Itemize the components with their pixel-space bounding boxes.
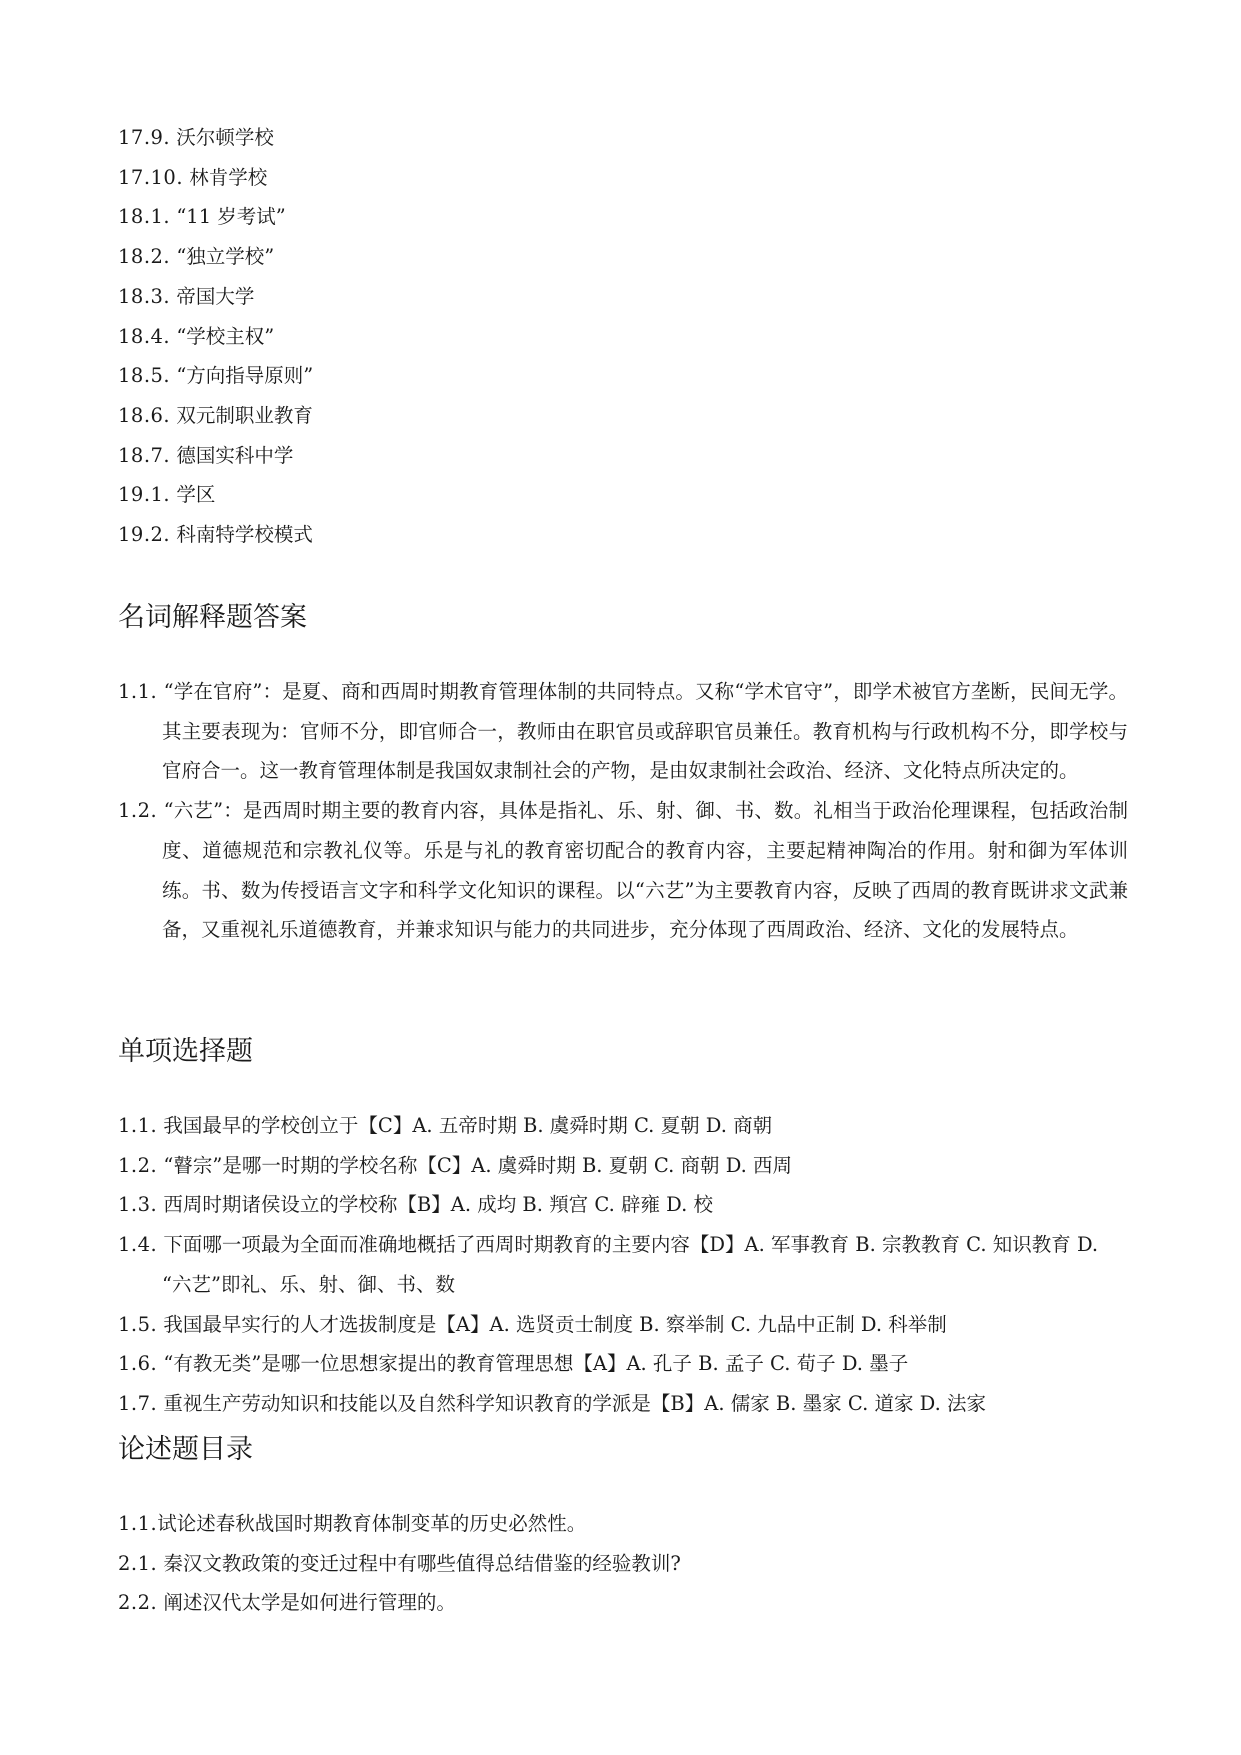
list-item (118, 1146, 1128, 1186)
item-number: 1.2. (118, 799, 158, 823)
list-item (118, 515, 313, 555)
item-number: 18.6. (118, 403, 171, 427)
item-number: 1.7. (118, 1391, 158, 1415)
definition-item (118, 791, 1128, 950)
item-text: “瞽宗”是哪一时期的学校名称【C】A. 虞舜时期 B. 夏朝 C. 商朝 D. 西周 (163, 1153, 793, 1177)
item-text: 科南特学校模式 (176, 523, 313, 547)
item-number: 1.1. (118, 680, 158, 703)
definition-item (118, 672, 1128, 791)
item-number: 18.7. (118, 443, 171, 467)
list-item (118, 237, 313, 277)
item-number: 19.1. (118, 483, 171, 507)
item-text: 沃尔顿学校 (176, 126, 274, 149)
item-text: 重视生产劳动知识和技能以及自然科学知识教育的学派是【B】A. 儒家 B. 墨家 C. 道家 D. 法家 (163, 1391, 987, 1415)
item-number: 18.4. (118, 324, 171, 348)
list-item (118, 436, 313, 476)
item-text: 双元制职业教育 (176, 403, 313, 427)
item-text: 阐述汉代太学是如何进行管理的。 (163, 1591, 456, 1615)
list-item (118, 197, 313, 237)
item-text: “方向指导原则” (176, 364, 314, 388)
item-text: “学在官府”：是夏、商和西周时期教育管理体制的共同特点。又称“学术官守”，即学术被官方垄断，民间无学。其主要表现为：官师不分，即官师合一，教师由在职官员或辞职官员兼任。教育机构与行政机构不分，即学校与官府合一。这一教育管理体制是我国奴隶制社会的产物，是由奴隶制社会政治、经济、文化特点所决定的。 (162, 680, 1128, 783)
item-text: 学区 (176, 483, 216, 507)
list-item (118, 1384, 1128, 1424)
list-item (118, 1504, 681, 1544)
list-item (118, 1583, 681, 1623)
item-number: 19.2. (118, 523, 171, 547)
item-text: “有教无类”是哪一位思想家提出的教育管理思想【A】A. 孔子 B. 孟子 C. 荀子 D. 墨子 (163, 1352, 909, 1376)
list-item (118, 317, 313, 357)
term-list (118, 118, 313, 555)
list-item (118, 1106, 1128, 1146)
list-item (118, 1185, 1128, 1225)
item-number: 1.4. (118, 1233, 158, 1257)
list-item (118, 277, 313, 317)
list-item (118, 1305, 1128, 1345)
item-number: 1.1. (118, 1512, 158, 1535)
list-item (118, 475, 313, 515)
item-number: 2.1. (118, 1551, 158, 1575)
item-text: 帝国大学 (176, 284, 255, 308)
list-item (118, 118, 313, 158)
item-number: 17.10. (118, 165, 184, 189)
item-number: 18.1. (118, 205, 171, 229)
item-number: 1.3. (118, 1193, 158, 1217)
item-text: 德国实科中学 (176, 443, 294, 467)
item-text: 下面哪一项最为全面而准确地概括了西周时期教育的主要内容【D】A. 军事教育 B. 宗教教育 C. 知识教育 D. “六艺”即礼、乐、射、御、书、数 (162, 1233, 1099, 1296)
item-text: 西周时期诸侯设立的学校称【B】A. 成均 B. 頖宫 C. 辟雍 D. 校 (163, 1193, 714, 1217)
item-number: 18.2. (118, 245, 171, 269)
list-item (118, 396, 313, 436)
choice-list (118, 1106, 1128, 1424)
item-number: 2.2. (118, 1591, 158, 1615)
list-item (118, 356, 313, 396)
essay-list (118, 1504, 681, 1623)
item-number: 17.9. (118, 126, 171, 149)
item-number: 1.2. (118, 1153, 158, 1177)
item-text: 秦汉文教政策的变迁过程中有哪些值得总结借鉴的经验教训? (163, 1551, 681, 1575)
section-heading: 论述题目录 (118, 1434, 253, 1465)
item-number: 18.5. (118, 364, 171, 388)
item-text: “独立学校” (176, 245, 275, 269)
item-text: “六艺”：是西周时期主要的教育内容，具体是指礼、乐、射、御、书、数。礼相当于政治伦理课程，包括政治制度、道德规范和宗教礼仪等。乐是与礼的教育密切配合的教育内容，主要起精神陶冶的作用。射和御为军体训练。书、数为传授语言文字和科学文化知识的课程。以“六艺”为主要教育内容，反映了西周的教育既讲求文武兼备，又重视礼乐道德教育，并兼求知识与能力的共同进步，充分体现了西周政治、经济、文化的发展特点。 (162, 799, 1128, 942)
section-heading: 名词解释题答案 (118, 602, 307, 633)
item-text: “学校主权” (176, 324, 275, 348)
definitions-section (118, 672, 1128, 950)
list-item (118, 1344, 1128, 1384)
item-number: 18.3. (118, 284, 171, 308)
item-text: 我国最早的学校创立于【C】A. 五帝时期 B. 虞舜时期 C. 夏朝 D. 商朝 (163, 1114, 773, 1137)
list-item (118, 158, 313, 198)
list-item (118, 1225, 1128, 1304)
section-heading: 单项选择题 (118, 1036, 253, 1067)
item-text: “11 岁考试” (176, 205, 286, 229)
item-number: 1.6. (118, 1352, 158, 1376)
item-text: 试论述春秋战国时期教育体制变革的历史必然性。 (157, 1512, 587, 1535)
list-item (118, 1544, 681, 1584)
item-number: 1.5. (118, 1312, 158, 1336)
item-number: 1.1. (118, 1114, 158, 1137)
item-text: 林肯学校 (189, 165, 268, 189)
item-text: 我国最早实行的人才选拔制度是【A】A. 选贤贡士制度 B. 察举制 C. 九品中正制 D. 科举制 (163, 1312, 947, 1336)
